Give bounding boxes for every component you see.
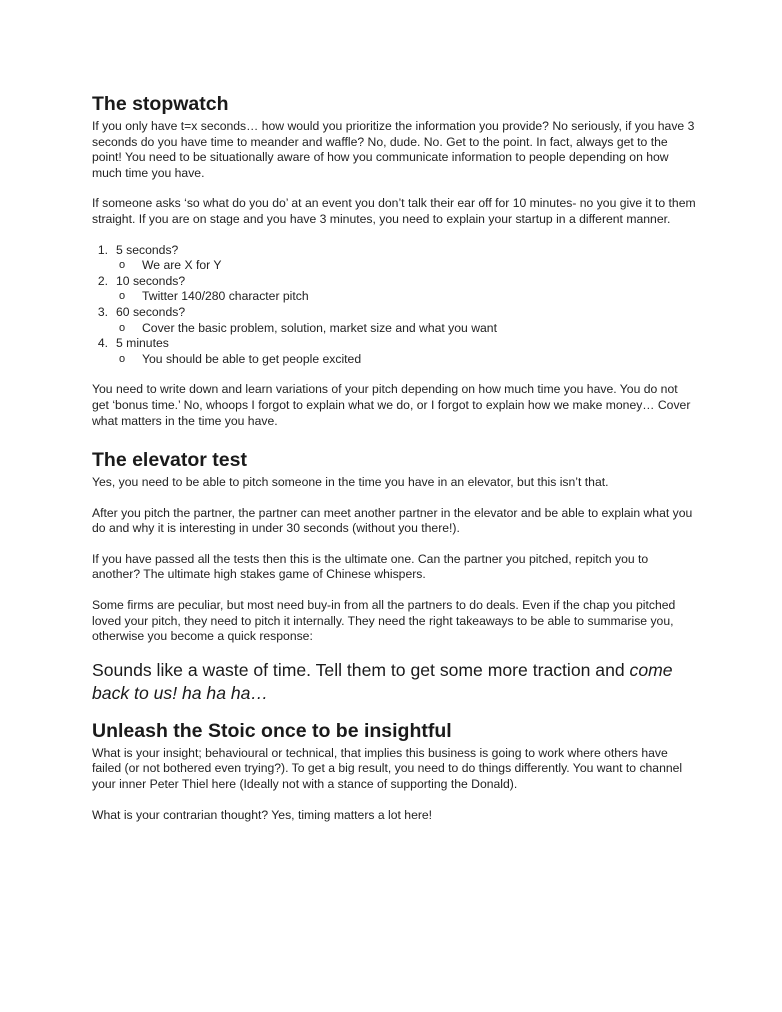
list-subitem <box>92 258 696 274</box>
list-number: 1. <box>97 242 108 257</box>
paragraph: If you have passed all the tests then this is the ultimate one. Can the partner you pitched, repitch you to another? The ultimate high stakes game of Chinese whispers. <box>92 551 649 582</box>
list-subitem <box>92 321 696 337</box>
list-subitem <box>92 352 696 368</box>
list-number: 4. <box>97 336 108 351</box>
list-item-label: 60 seconds? <box>116 304 186 319</box>
list-subitem-label: Twitter 140/280 character pitch <box>142 289 309 304</box>
list-subitem-label: You should be able to get people excited <box>142 351 362 366</box>
list-subitem <box>92 289 696 305</box>
section-stoic <box>92 720 696 823</box>
list-item <box>92 336 696 352</box>
paragraph: You need to write down and learn variations of your pitch depending on how much time you have. You do not get ‘bonus time.’ No, whoops I forgot to explain what we do, or I forgot to explain how we make money… Cover what matters in the time you have. <box>92 382 691 428</box>
list-number: 2. <box>97 273 108 288</box>
circle-bullet-icon: o <box>119 290 126 303</box>
list-item <box>92 274 696 290</box>
paragraph: If someone asks ‘so what do you do’ at an event you don’t talk their ear off for 10 minutes- no you give it to them straight. If you are on stage and you have 3 minutes, you need to explain your startup in a different manner. <box>92 196 696 226</box>
pull-quote <box>92 659 696 705</box>
paragraph: After you pitch the partner, the partner can meet another partner in the elevator and be able to explain what you do and why it is interesting in under 30 seconds (without you there!). <box>92 505 693 536</box>
document-page <box>92 93 696 823</box>
paragraph: What is your insight; behavioural or technical, that implies this business is going to work where others have failed (or not bothered even trying?). To get a big result, you need to do things differently. You want to channel your inner Peter Thiel here (Ideally not with a stance of supporting the Donald). <box>92 745 683 792</box>
heading-stoic: Unleash the Stoic once to be insightful <box>92 719 452 742</box>
pitch-length-list <box>92 243 696 368</box>
section-elevator-test <box>92 449 696 705</box>
list-item-label: 5 seconds? <box>116 242 179 257</box>
paragraph: Yes, you need to be able to pitch someone in the time you have in an elevator, but this isn’t that. <box>92 475 609 490</box>
heading-stopwatch: The stopwatch <box>92 93 229 115</box>
paragraph: What is your contrarian thought? Yes, timing matters a lot here! <box>92 807 433 822</box>
list-subitem-label: Cover the basic problem, solution, market size and what you want <box>142 320 497 335</box>
list-item <box>92 243 696 259</box>
pull-quote-text: Sounds like a waste of time. Tell them to get some more traction and <box>92 659 625 680</box>
pull-quote-italic: come back to us! ha ha ha… <box>92 659 673 703</box>
list-subitem-label: We are X for Y <box>142 258 222 273</box>
list-item-label: 10 seconds? <box>116 273 186 288</box>
heading-elevator-test: The elevator test <box>92 449 247 472</box>
circle-bullet-icon: o <box>119 321 126 334</box>
circle-bullet-icon: o <box>119 352 126 365</box>
list-number: 3. <box>97 304 108 319</box>
paragraph: Some firms are peculiar, but most need buy-in from all the partners to do deals. Even if the chap you pitched loved your pitch, they need to pitch it internally. They need the right takeaways to be able to summarise you, otherwise you become a quick response: <box>92 598 676 644</box>
section-stopwatch <box>92 93 696 429</box>
paragraph: If you only have t=x seconds… how would you prioritize the information you provide? No seriously, if you have 3 seconds do you have time to meander and waffle? No, dude. No. Get to the point. In fact, always get to the point! You need to be situationally aware of how you communicate information to people depending on how much time you have. <box>92 119 695 180</box>
list-item <box>92 305 696 321</box>
list-item-label: 5 minutes <box>116 336 169 351</box>
circle-bullet-icon: o <box>119 259 126 272</box>
